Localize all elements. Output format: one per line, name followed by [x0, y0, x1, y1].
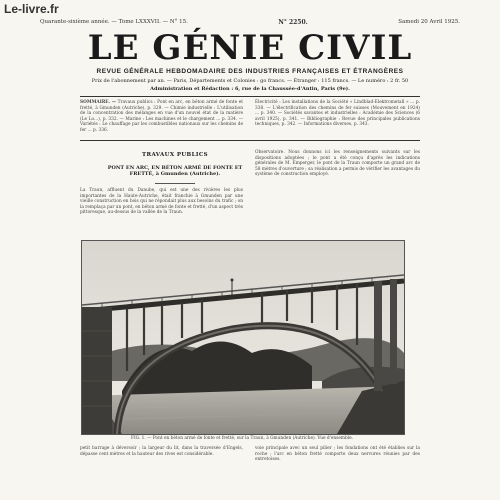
watermark: Le-livre.fr	[4, 2, 59, 16]
header-line	[40, 19, 460, 26]
issue-date: Samedi 20 Avril 1925.	[398, 19, 460, 25]
bridge-photograph	[81, 240, 405, 435]
section-title: TRAVAUX PUBLICS	[142, 152, 208, 158]
sommaire-right: Électricité : Les installations de la Société « Lindblad-Elektrometall » ... p. 338. — L'électrification des chemins de fer suisses (Mouvement en 1924) ... p. 340. — Sociétés savantes et industrielles : Académie des Sciences (6 avril 1925), p. 341. — Bibliographie : Revue des principales publications techniques, p. 342. — Informations diverses, p. 343.	[255, 100, 420, 128]
masthead-subtitle: REVUE GÉNÉRALE HEBDOMADAIRE DES INDUSTRIES FRANÇAISES ET ÉTRANGÈRES	[96, 68, 404, 75]
sommaire-left-text: Travaux publics : Pont en arc, en béton armé de fonte et fretté, à Gmunden (Autriche), p. 329. — Chimie industrielle : L'utilisation de la concentration des mélanges en vue d'un nouvel état de la matière (Le Lo...), p. 332. — Marine : Les machines et le chargement ... p. 334. — Variétés : Le chauffage par les combustibles nationaux sur les chemins de fer ... p. 336.	[80, 100, 243, 133]
article-title: PONT EN ARC, EN BÉTON ARMÉ DE FONTE ET FRETTÉ, à Gmunden (Autriche).	[107, 165, 243, 177]
title-rule	[155, 183, 195, 184]
administration-address: Administration et Rédaction : 6, rue de la Chaussée-d'Antin, Paris (9e).	[150, 86, 350, 92]
figure-caption: FIG. 1. — Pont en béton armé de fonte et fretté, sur la Traun, à Gmunden (Autriche). Vue d'ensemble.	[130, 436, 354, 441]
masthead-title: LE GÉNIE CIVIL	[87, 28, 413, 68]
subscription-prices: Prix de l'abonnement par an. — Paris, Départements et Colonies : go francs. — Étranger : 115 francs. — Le numéro : 2 fr. 50	[91, 78, 409, 84]
header-rule	[80, 96, 420, 97]
article-body-bottom-right: voie principale avec un seul pilier ; les fondations ont été établies sur la roche ; l'arc en béton fretté comporte deux nervures réunies par des entretoises.	[255, 446, 420, 463]
sommaire-rule	[80, 140, 420, 141]
article-body-bottom-left: petit barrage à déversoir ; la largeur du lit, dans la traversée d'Engels, dépasse cent mètres et la hauteur des rives est considérable.	[80, 446, 243, 457]
sommaire-label: SOMMAIRE. —	[80, 100, 117, 105]
issue-number: N° 2250.	[278, 19, 308, 26]
bridge-photo-illustration	[82, 241, 404, 434]
sommaire-left	[80, 100, 243, 134]
article-body-left: La Traun, affluent du Danube, qui est une des rivières les plus importantes de la Haute-Autriche, était franchie à Gmunden par une vieille construction en bois qui ne répondait plus aux besoins du trafic ; on la remplaça par un pont, en béton armé de fonte et fretté, d'un aspect très pittoresque, au-dessus de la vallée de la Traun.	[80, 188, 243, 216]
edition-info: Quarante-sixième année. — Tome LXXXVII. — N° 15.	[40, 19, 188, 25]
article-body-right: Observatoire. Nous donnons ici les renseignements suivants sur les dispositions adoptées ; le pont a été conçu d'après les indications générales de M. Emperger, le pont de la Traun comporte un grand arc de 58 mètres d'ouverture ; sa réalisation a permis de vérifier les avantages du système de construction employé.	[255, 150, 420, 178]
